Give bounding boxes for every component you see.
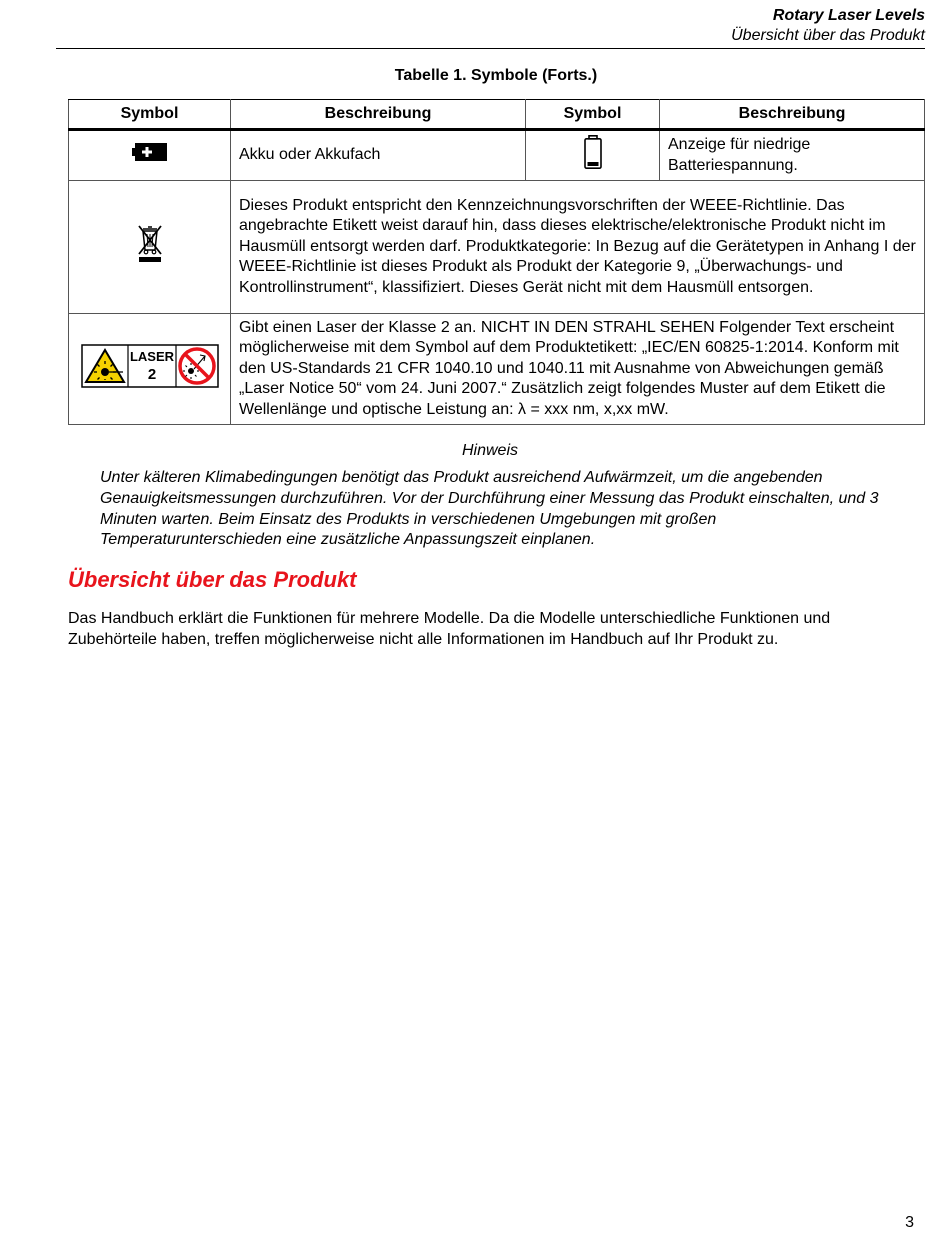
laser-label-word: LASER <box>129 348 174 364</box>
description-cell: Gibt einen Laser der Klasse 2 an. NICHT IN DEN STRAHL SEHEN Folgender Text erscheint möglicherweise mit dem Symbol auf dem Produktetikett: „IEC/EN 60825-1:2014. Konform mit den US-Standards 21 CFR 1040.10 und 1040.11 mit Ausnahme von Abweichungen gemäß „Laser Notice 50“ vom 24. Juni 2007.“ Zusätzlich zeigt folgendes Muster auf dem Etikett die Wellenlänge und optische Leistung an: λ = xxx nm, x,xx mW. <box>231 314 925 425</box>
description-cell: Dieses Produkt entspricht den Kennzeichnungsvorschriften der WEEE-Richtlinie. Das angebrachte Etikett weist darauf hin, dass dieses elektrische/elektronische Produkt nicht im Hausmüll entsorgt werden darf. Produktkategorie: In Bezug auf die Gerätetypen in Anhang I der WEEE-Richtlinie ist dieses Produkt als Produkt der Kategorie 9, „Überwachungs- und Kontrollinstrument“, klassifiziert. Dieses Gerät nicht mit dem Hausmüll entsorgen. <box>231 181 925 314</box>
weee-crossed-bin-icon <box>137 225 163 263</box>
section-body-text: Das Handbuch erklärt die Funktionen für mehrere Modelle. Da die Modelle unterschiedliche Funktionen und Zubehörteile haben, treffen möglicherweise nicht alle Informationen im Handbuch auf Ihr Produkt zu. <box>68 610 831 648</box>
table-row <box>69 314 925 425</box>
symbol-cell <box>526 130 660 181</box>
header-subtitle: Übersicht über das Produkt <box>731 27 925 44</box>
column-header-description-2: Beschreibung <box>660 100 925 130</box>
table-caption: Tabelle 1. Symbole (Forts.) <box>394 67 598 84</box>
page-header <box>731 6 925 46</box>
column-header-symbol-1: Symbol <box>69 100 231 130</box>
note-title: Hinweis <box>461 442 518 459</box>
note-text: Unter kälteren Klimabedingungen benötigt das Produkt ausreichend Aufwärmzeit, um die angebenden Genauigkeitsmessungen durchzuführen. Vor der Durchführung einer Messung das Produkt einschalten, und 3 Minuten warten. Beim Einsatz des Produkts in verschiedenen Umgebungen mit großen Temperaturunterschieden eine zusätzliche Anpassungszeit einplanen. <box>100 469 879 549</box>
symbol-cell <box>69 181 231 314</box>
header-title: Rotary Laser Levels <box>772 7 925 24</box>
battery-icon <box>132 143 168 161</box>
symbols-table <box>68 99 925 425</box>
page-number: 3 <box>905 1214 914 1231</box>
description-cell: Akku oder Akkufach <box>231 130 526 181</box>
section-title: Übersicht über das Produkt <box>68 567 357 592</box>
symbol-cell <box>69 130 231 181</box>
laser-class-2-label-icon <box>81 344 219 388</box>
laser-label-class: 2 <box>147 365 156 383</box>
table-row <box>69 181 925 314</box>
column-header-description-1: Beschreibung <box>231 100 526 130</box>
table-header-row <box>69 100 925 130</box>
description-cell: Anzeige für niedrige Batteriespannung. <box>660 130 925 181</box>
column-header-symbol-2: Symbol <box>526 100 660 130</box>
low-battery-icon <box>584 135 602 169</box>
table-row <box>69 130 925 181</box>
symbol-cell <box>69 314 231 425</box>
header-rule <box>56 48 925 49</box>
